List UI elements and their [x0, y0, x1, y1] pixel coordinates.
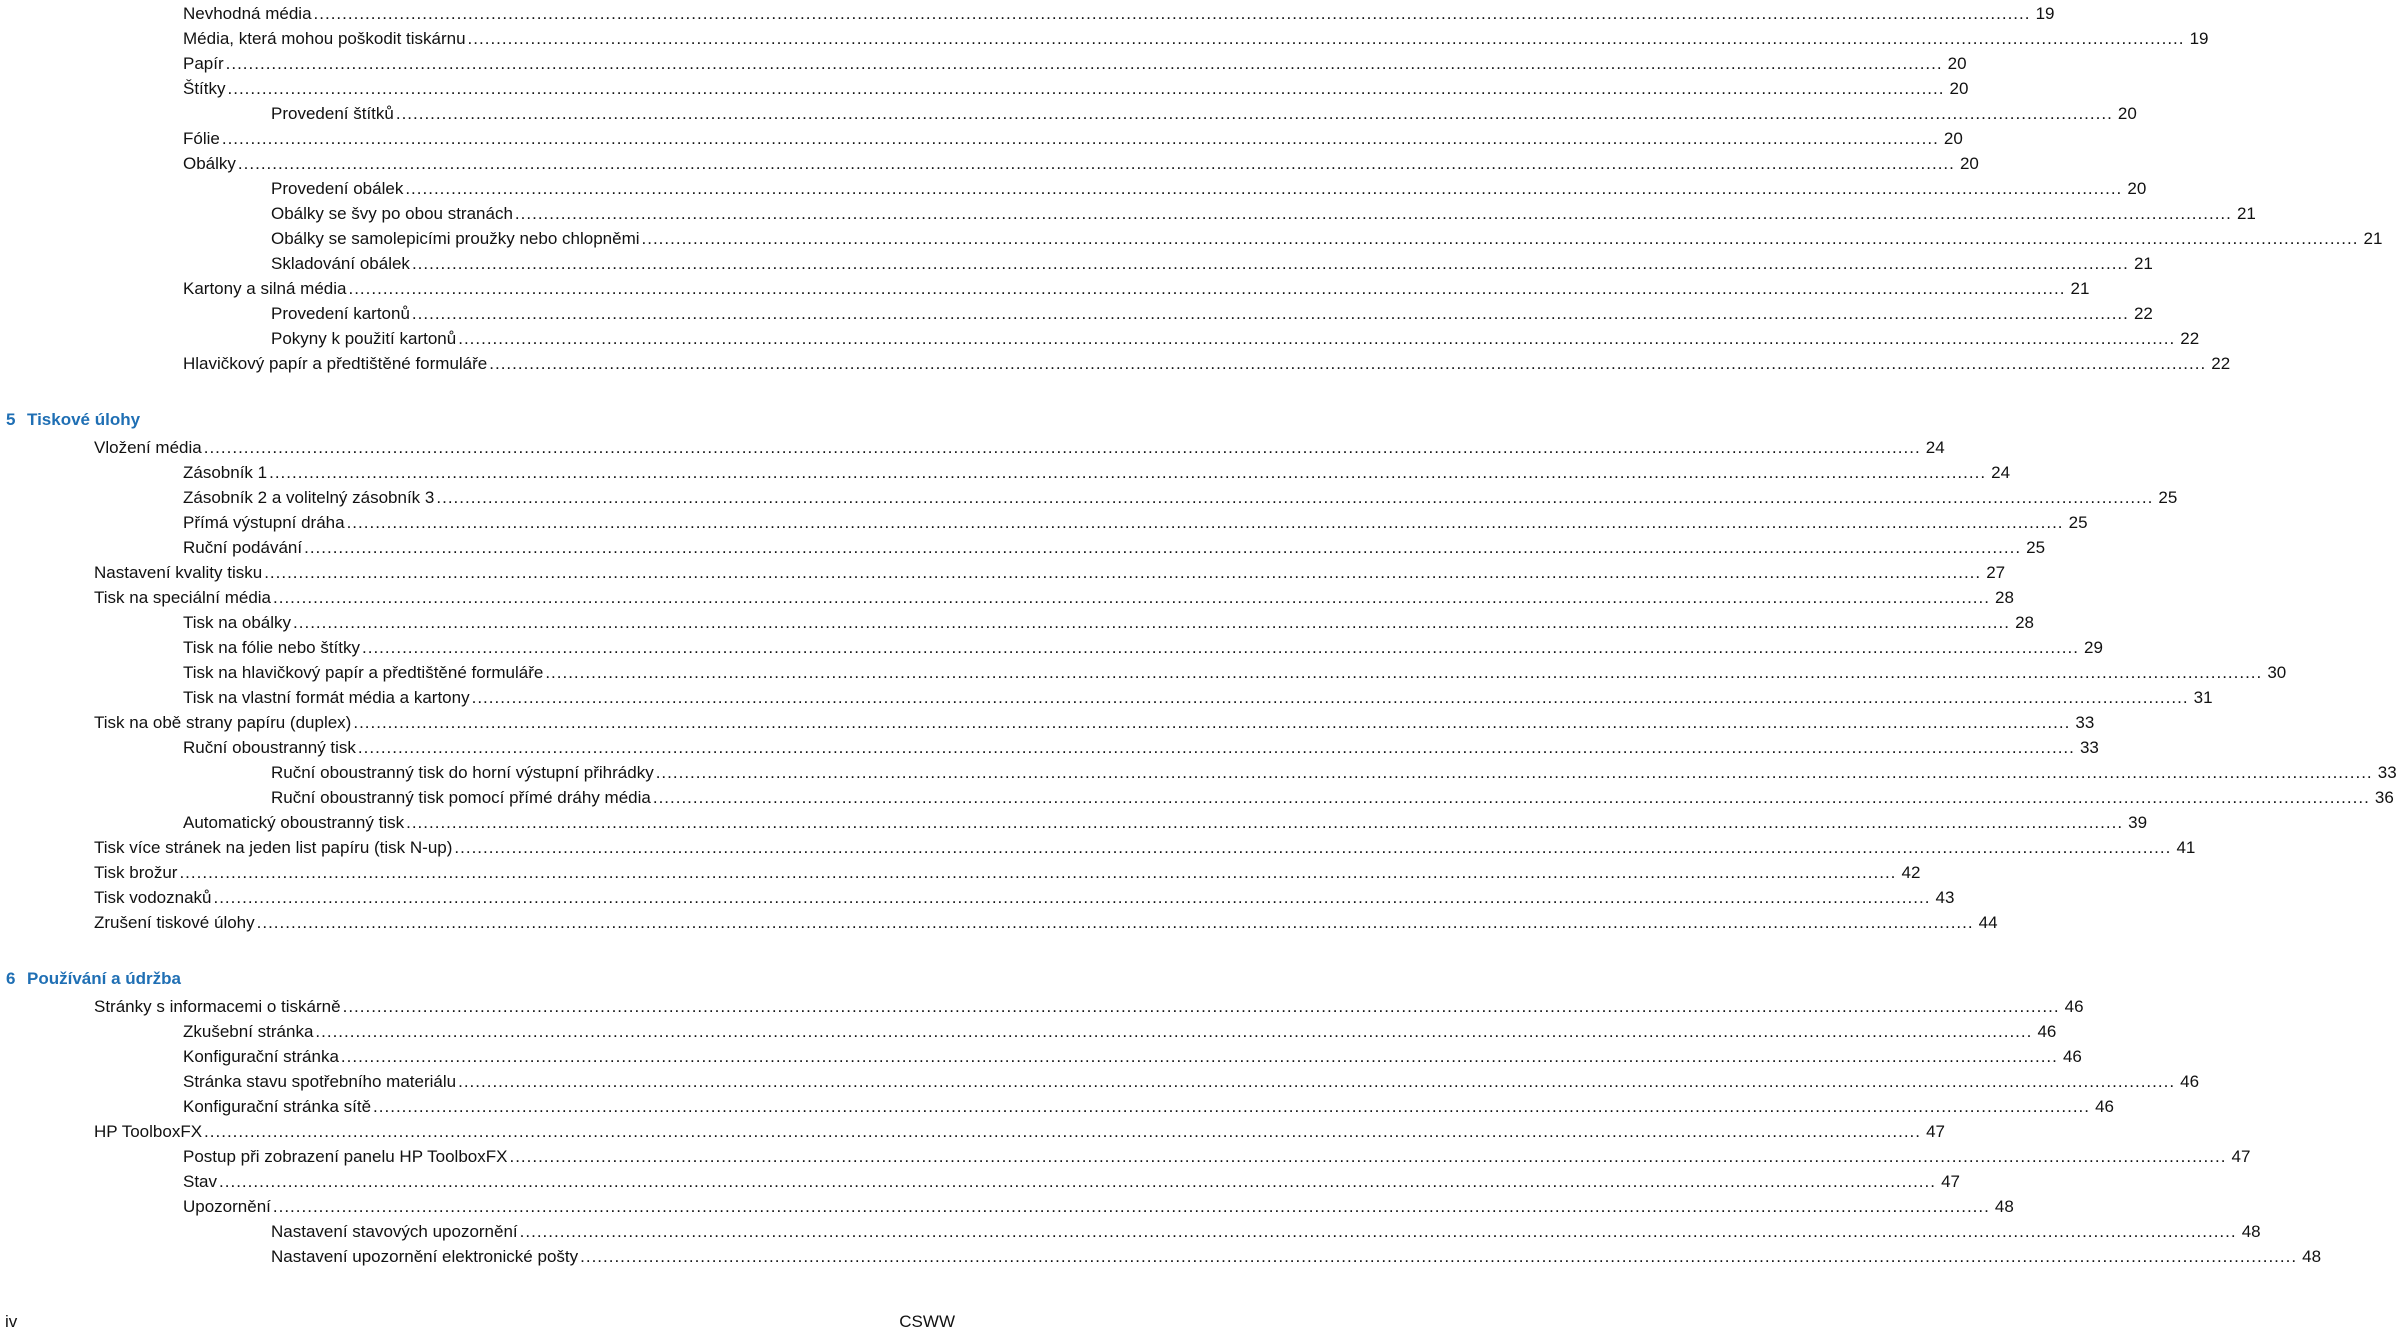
toc-entry[interactable]	[94, 558, 2006, 583]
toc-entry-title: Stav	[183, 1172, 218, 1191]
dot-leader: ............................................................................................................................................................................................................................................................................................................	[225, 54, 1943, 73]
dot-leader: ............................................................................................................................................................................................................................................................................................................	[237, 154, 1955, 173]
toc-entry-page-number: 42	[1901, 863, 1921, 882]
toc-entry-title: Stránky s informacemi o tiskárně	[94, 997, 341, 1016]
toc-entry-title: Zrušení tiskové úlohy	[94, 913, 255, 932]
dot-leader: ............................................................................................................................................................................................................................................................................................................	[362, 638, 2079, 657]
toc-entry[interactable]	[183, 124, 1963, 149]
toc-entry[interactable]	[183, 633, 2103, 658]
toc-entry[interactable]	[183, 349, 2231, 374]
dot-leader: ............................................................................................................................................................................................................................................................................................................	[340, 1047, 2058, 1066]
toc-entry-title: Nastavení kvality tisku	[94, 563, 263, 582]
toc-entry[interactable]	[183, 1192, 2014, 1217]
toc-entry-page-number: 47	[2231, 1147, 2251, 1166]
dot-leader: ............................................................................................................................................................................................................................................................................................................	[346, 513, 2064, 532]
toc-entry-title: Ruční oboustranný tisk	[183, 738, 356, 757]
toc-entry-page-number: 47	[1941, 1172, 1960, 1191]
dot-leader: ............................................................................................................................................................................................................................................................................................................	[436, 488, 2154, 507]
dot-leader: ............................................................................................................................................................................................................................................................................................................	[514, 204, 2232, 223]
dot-leader: ............................................................................................................................................................................................................................................................................................................	[467, 29, 2185, 48]
dot-leader: ............................................................................................................................................................................................................................................................................................................	[353, 713, 2071, 732]
toc-entry-page-number: 48	[1994, 1197, 2014, 1216]
toc-entry-page-number: 46	[2095, 1097, 2114, 1116]
toc-entry[interactable]	[271, 199, 2256, 224]
toc-entry-title: Hlavičkový papír a předtištěné formuláře	[183, 354, 488, 373]
dot-leader: ............................................................................................................................................................................................................................................................................................................	[221, 129, 1939, 148]
toc-entry-title: Tisk více stránek na jeden list papíru (tisk N-up)	[94, 838, 453, 857]
toc-entry[interactable]	[271, 324, 2200, 349]
dot-leader: ............................................................................................................................................................................................................................................................................................................	[411, 254, 2129, 273]
toc-entry-page-number: 39	[2128, 813, 2148, 832]
toc-entry-title: HP ToolboxFX	[94, 1122, 203, 1141]
toc-entry[interactable]	[183, 458, 2011, 483]
toc-entry-page-number: 46	[2062, 1047, 2082, 1066]
dot-leader: ............................................................................................................................................................................................................................................................................................................	[519, 1222, 2237, 1241]
toc-entry-page-number: 22	[2133, 304, 2153, 323]
toc-entry[interactable]	[183, 49, 1967, 74]
dot-leader: ............................................................................................................................................................................................................................................................................................................	[219, 1172, 1936, 1191]
toc-entry-page-number: 29	[2084, 638, 2103, 657]
toc-entry[interactable]	[94, 858, 1921, 883]
dot-leader: ............................................................................................................................................................................................................................................................................................................	[179, 863, 1897, 882]
dot-leader: ............................................................................................................................................................................................................................................................................................................	[313, 4, 2031, 23]
toc-entry-page-number: 25	[2068, 513, 2088, 532]
toc-entry[interactable]	[183, 683, 2213, 708]
toc-entry-page-number: 33	[2377, 763, 2397, 782]
dot-leader: ............................................................................................................................................................................................................................................................................................................	[545, 663, 2263, 682]
toc-entry-page-number: 33	[2075, 713, 2095, 732]
toc-entry-title: Nevhodná média	[183, 4, 312, 23]
chapter-heading[interactable]	[6, 969, 181, 989]
dot-leader: ............................................................................................................................................................................................................................................................................................................	[264, 563, 1982, 582]
toc-entry-title: Média, která mohou poškodit tiskárnu	[183, 29, 466, 48]
toc-entry[interactable]	[94, 583, 2014, 608]
dot-leader: ............................................................................................................................................................................................................................................................................................................	[269, 463, 1987, 482]
toc-entry-title: Upozornění	[183, 1197, 271, 1216]
toc-entry-title: Tisk vodoznaků	[94, 888, 212, 907]
toc-entry-title: Zásobník 2 a volitelný zásobník 3	[183, 488, 435, 507]
toc-entry[interactable]	[183, 1142, 2251, 1167]
toc-entry-title: Provedení štítků	[271, 104, 394, 123]
toc-entry-page-number: 30	[2267, 663, 2287, 682]
toc-entry-title: Štítky	[183, 79, 226, 98]
toc-entry[interactable]	[271, 1217, 2261, 1242]
toc-entry-title: Nastavení upozornění elektronické pošty	[271, 1247, 579, 1266]
toc-entry[interactable]	[183, 508, 2088, 533]
toc-entry[interactable]	[183, 533, 2046, 558]
toc-entry[interactable]	[183, 483, 2178, 508]
toc-entry[interactable]	[183, 1092, 2114, 1117]
dot-leader: ............................................................................................................................................................................................................................................................................................................	[273, 588, 1990, 607]
dot-leader: ............................................................................................................................................................................................................................................................................................................	[204, 1122, 1921, 1141]
dot-leader: ............................................................................................................................................................................................................................................................................................................	[405, 179, 2123, 198]
toc-entry[interactable]	[183, 274, 2090, 299]
toc-entry-title: Tisk na vlastní formát média a kartony	[183, 688, 470, 707]
toc-entry-page-number: 21	[2070, 279, 2090, 298]
toc-entry-title: Přímá výstupní dráha	[183, 513, 345, 532]
dot-leader: ............................................................................................................................................................................................................................................................................................................	[304, 538, 2022, 557]
toc-entry-page-number: 21	[2133, 254, 2153, 273]
toc-entry-page-number: 19	[2189, 29, 2209, 48]
toc-entry-title: Ruční oboustranný tisk do horní výstupní přihrádky	[271, 763, 654, 782]
dot-leader: ............................................................................................................................................................................................................................................................................................................	[655, 763, 2373, 782]
toc-entry-page-number: 20	[2127, 179, 2147, 198]
toc-entry[interactable]	[271, 299, 2153, 324]
dot-leader: ............................................................................................................................................................................................................................................................................................................	[489, 354, 2207, 373]
toc-entry[interactable]	[183, 608, 2034, 633]
toc-entry[interactable]	[271, 249, 2153, 274]
toc-entry-page-number: 48	[2302, 1247, 2322, 1266]
toc-entry-title: Ruční oboustranný tisk pomocí přímé dráhy média	[271, 788, 651, 807]
chapter-number: 6	[6, 969, 16, 988]
toc-entry[interactable]	[94, 708, 2095, 733]
toc-entry-title: Automatický oboustranný tisk	[183, 813, 405, 832]
toc-entry-page-number: 22	[2180, 329, 2200, 348]
toc-entry-title: Tisk brožur	[94, 863, 178, 882]
toc-entry[interactable]	[183, 1017, 2057, 1042]
toc-entry[interactable]	[271, 1242, 2322, 1267]
toc-entry[interactable]	[271, 758, 2397, 783]
toc-entry-title: Tisk na obě strany papíru (duplex)	[94, 713, 352, 732]
toc-entry-title: Tisk na speciální média	[94, 588, 272, 607]
toc-entry-page-number: 21	[2236, 204, 2256, 223]
toc-entry-title: Nastavení stavových upozornění	[271, 1222, 518, 1241]
dot-leader: ............................................................................................................................................................................................................................................................................................................	[458, 1072, 2176, 1091]
toc-entry-title: Provedení obálek	[271, 179, 404, 198]
dot-leader: ............................................................................................................................................................................................................................................................................................................	[454, 838, 2172, 857]
toc-entry[interactable]	[183, 658, 2287, 683]
dot-leader: ............................................................................................................................................................................................................................................................................................................	[256, 913, 1974, 932]
toc-entry[interactable]	[94, 908, 1998, 933]
toc-entry-page-number: 27	[1986, 563, 2006, 582]
toc-entry-page-number: 20	[1949, 79, 1969, 98]
toc-entry-page-number: 48	[2241, 1222, 2261, 1241]
toc-entry[interactable]	[271, 174, 2147, 199]
chapter-heading[interactable]	[6, 410, 140, 430]
toc-entry-title: Tisk na fólie nebo štítky	[183, 638, 361, 657]
dot-leader: ............................................................................................................................................................................................................................................................................................................	[293, 613, 2010, 632]
toc-entry-page-number: 41	[2176, 838, 2196, 857]
toc-entry-page-number: 20	[1943, 129, 1963, 148]
dot-leader: ............................................................................................................................................................................................................................................................................................................	[471, 688, 2189, 707]
toc-entry-title: Konfigurační stránka sítě	[183, 1097, 372, 1116]
toc-entry-title: Vložení média	[94, 438, 202, 457]
footer-page-number: iv	[5, 1312, 18, 1331]
toc-entry-page-number: 43	[1935, 888, 1955, 907]
toc-entry-page-number: 19	[2035, 4, 2055, 23]
toc-entry-page-number: 20	[2117, 104, 2137, 123]
toc-entry-page-number: 20	[1947, 54, 1967, 73]
dot-leader: ............................................................................................................................................................................................................................................................................................................	[315, 1022, 2033, 1041]
toc-entry-title: Postup při zobrazení panelu HP ToolboxFX	[183, 1147, 508, 1166]
toc-entry[interactable]	[183, 1067, 2200, 1092]
dot-leader: ............................................................................................................................................................................................................................................................................................................	[458, 329, 2176, 348]
toc-entry-page-number: 36	[2374, 788, 2394, 807]
toc-entry[interactable]	[94, 1117, 1945, 1142]
toc-entry-page-number: 24	[1925, 438, 1945, 457]
toc-entry-title: Kartony a silná média	[183, 279, 347, 298]
toc-entry-title: Pokyny k použití kartonů	[271, 329, 457, 348]
toc-entry-title: Obálky	[183, 154, 236, 173]
toc-entry-title: Ruční podávání	[183, 538, 303, 557]
toc-entry[interactable]	[183, 24, 2209, 49]
toc-entry-title: Fólie	[183, 129, 220, 148]
toc-entry-page-number: 46	[2064, 997, 2084, 1016]
chapter-title: Používání a údržba	[27, 969, 181, 988]
dot-leader: ............................................................................................................................................................................................................................................................................................................	[227, 79, 1945, 98]
toc-entry[interactable]	[94, 433, 1945, 458]
toc-entry-page-number: 20	[1959, 154, 1979, 173]
toc-entry[interactable]	[183, 1042, 2082, 1067]
toc-entry-page-number: 47	[1926, 1122, 1945, 1141]
dot-leader: ............................................................................................................................................................................................................................................................................................................	[411, 304, 2129, 323]
dot-leader: ............................................................................................................................................................................................................................................................................................................	[373, 1097, 2090, 1116]
toc-entry[interactable]	[271, 224, 2383, 249]
dot-leader: ............................................................................................................................................................................................................................................................................................................	[272, 1197, 1990, 1216]
toc-entry-title: Stránka stavu spotřebního materiálu	[183, 1072, 457, 1091]
toc-entry[interactable]	[94, 833, 2196, 858]
toc-entry-page-number: 28	[1995, 588, 2014, 607]
toc-entry-page-number: 24	[1991, 463, 2011, 482]
chapter-number: 5	[6, 410, 16, 429]
toc-entry-title: Zkušební stránka	[183, 1022, 314, 1041]
toc-entry-title: Provedení kartonů	[271, 304, 410, 323]
toc-entry[interactable]	[183, 1167, 1960, 1192]
dot-leader: ............................................................................................................................................................................................................................................................................................................	[203, 438, 1921, 457]
dot-leader: ............................................................................................................................................................................................................................................................................................................	[342, 997, 2060, 1016]
toc-entry-page-number: 28	[2015, 613, 2034, 632]
toc-entry-page-number: 31	[2193, 688, 2213, 707]
toc-entry[interactable]	[94, 883, 1955, 908]
dot-leader: ............................................................................................................................................................................................................................................................................................................	[395, 104, 2113, 123]
dot-leader: ............................................................................................................................................................................................................................................................................................................	[652, 788, 2370, 807]
toc-entry-page-number: 46	[2037, 1022, 2057, 1041]
toc-entry-title: Zásobník 1	[183, 463, 268, 482]
toc-entry-title: Skladování obálek	[271, 254, 410, 273]
toc-entry-title: Obálky se švy po obou stranách	[271, 204, 513, 223]
dot-leader: ............................................................................................................................................................................................................................................................................................................	[213, 888, 1931, 907]
footer-document-code: CSWW	[899, 1312, 955, 1331]
toc-entry-title: Tisk na obálky	[183, 613, 292, 632]
dot-leader: ............................................................................................................................................................................................................................................................................................................	[580, 1247, 2298, 1266]
toc-entry-title: Papír	[183, 54, 224, 73]
toc-entry-title: Konfigurační stránka	[183, 1047, 339, 1066]
toc-entry[interactable]	[183, 0, 2055, 24]
toc-entry-title: Obálky se samolepicími proužky nebo chlopněmi	[271, 229, 640, 248]
dot-leader: ............................................................................................................................................................................................................................................................................................................	[641, 229, 2359, 248]
toc-entry[interactable]	[183, 808, 2148, 833]
toc-entry[interactable]	[183, 733, 2099, 758]
dot-leader: ............................................................................................................................................................................................................................................................................................................	[406, 813, 2124, 832]
toc-entry-page-number: 46	[2180, 1072, 2200, 1091]
toc-entry-page-number: 22	[2211, 354, 2231, 373]
toc-entry[interactable]	[271, 783, 2394, 808]
toc-entry-title: Tisk na hlavičkový papír a předtištěné formuláře	[183, 663, 544, 682]
toc-entry[interactable]	[94, 992, 2084, 1017]
dot-leader: ............................................................................................................................................................................................................................................................................................................	[357, 738, 2075, 757]
toc-entry[interactable]	[183, 149, 1979, 174]
toc-entry-page-number: 33	[2079, 738, 2099, 757]
toc-entry-page-number: 25	[2026, 538, 2046, 557]
toc-entry[interactable]	[183, 74, 1969, 99]
chapter-title: Tiskové úlohy	[27, 410, 141, 429]
toc-entry-page-number: 25	[2158, 488, 2178, 507]
toc-entry-page-number: 21	[2363, 229, 2383, 248]
toc-entry-page-number: 44	[1978, 913, 1998, 932]
dot-leader: ............................................................................................................................................................................................................................................................................................................	[509, 1147, 2227, 1166]
dot-leader: ............................................................................................................................................................................................................................................................................................................	[348, 279, 2066, 298]
toc-entry[interactable]	[271, 99, 2137, 124]
